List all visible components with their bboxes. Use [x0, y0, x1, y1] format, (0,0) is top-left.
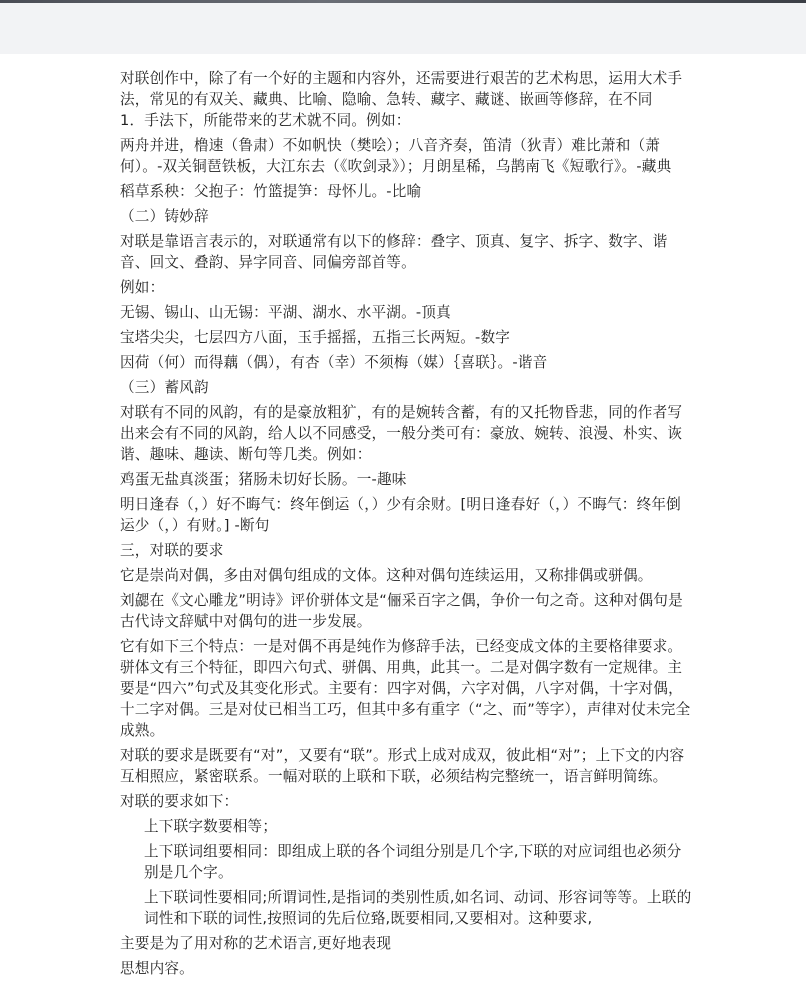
- paragraph: 对联是靠语言表示的，对联通常有以下的修辞：叠字、顶真、复字、拆字、数字、谐音、回文、叠韵、异字同音、同偏旁部首等。: [120, 233, 668, 271]
- document-body: [120, 68, 692, 983]
- paragraph: 例如：: [120, 279, 165, 296]
- paragraph: 思想内容。: [120, 960, 194, 977]
- paragraph: 鸡蛋无盐真淡蛋；猪肠未切好长肠。一-趣味: [120, 471, 407, 488]
- section-heading: 三，对联的要求: [120, 542, 224, 559]
- paragraph: 对联的要求如下：: [120, 793, 239, 810]
- paragraph: 对联有不同的风韵，有的是豪放粗犷，有的是婉转含蓄，有的又托物昏悲，同的作者写出来会有不同的风韵，给人以不同感受，一般分类可有：豪放、婉转、浪漫、朴实、诙谐、趣味、趣读、断句等几类。例如：: [120, 404, 683, 463]
- paragraph: 主要是为了用对称的艺术语言,更好地表现: [120, 935, 392, 952]
- list-item: 上下联字数要相等；: [144, 818, 278, 835]
- paragraph: 无锡、锡山、山无锡：平湖、湖水、水平湖。-顶真: [120, 304, 451, 321]
- paragraph: 宝塔尖尖，七层四方八面，玉手摇摇，五指三长两短。-数字: [120, 329, 511, 346]
- section-heading: （二）铸妙辞: [120, 208, 209, 225]
- paragraph: 明日逢春（，）好不晦气：终年倒运（，）少有余财。[明日逢春好（，）不晦气：终年倒运少（，）有财。] -断句: [120, 496, 681, 534]
- paragraph: 稻草系秧：父抱子：竹篮提笋：母怀儿。-比喻: [120, 183, 422, 200]
- list-item: 上下联词性要相同;所谓词性,是指词的类别性质,如名词、动词、形容词等等。上联的词性和下联的词性,按照词的先后位臵,既要相同,又要相对。这种要求,: [144, 889, 692, 927]
- paragraph: 1．手法下，所能带来的艺术就不同。例如：: [120, 112, 411, 129]
- paragraph: 刘勰在《文心雕龙”明诗》评价骈体文是“俪采百字之偶，争价一句之奇。这种对偶句是古代诗文辞赋中对偶句的进一步发展。: [120, 592, 683, 630]
- viewer-header-bar: [0, 3, 806, 54]
- paragraph: 两舟并进，橹速（鲁肃）不如帆快（樊哙）；八音齐奏，笛清（狄青）难比萧和（萧何）。-双关铜琶铁板，大江东去（《吹剑录》）；月朗星稀，乌鹊南飞《短歌行》。-藏典: [120, 137, 672, 175]
- paragraph: 因荷（何）而得藕（偶），有杏（幸）不须梅（媒）｛喜联｝。-谐音: [120, 354, 548, 371]
- paragraph: 它有如下三个特点：一是对偶不再是纯作为修辞手法，已经变成文体的主要格律要求。骈体文有三个特征，即四六句式、骈偶、用典，此其一。二是对偶字数有一定规律。主要是“四六”句式及其变化形式。主要有：四字对偶，六字对偶，八字对偶，十字对偶，十二字对偶。三是对仗已相当工巧，但其中多有重字（“之、而”等字），声律对仗未完全成熟。: [120, 638, 691, 739]
- list-item: 上下联词组要相同：即组成上联的各个词组分别是几个字,下联的对应词组也必须分别是几个字。: [144, 843, 682, 881]
- paragraph: 它是崇尚对偶，多由对偶句组成的文体。这种对偶句连续运用，又称排偶或骈偶。: [120, 567, 653, 584]
- paragraph: 对联的要求是既要有“对”，又要有“联”。形式上成对成双，彼此相“对”；上下文的内容互相照应，紧密联系。一幅对联的上联和下联，必须结构完整统一，语言鲜明简练。: [120, 747, 685, 785]
- section-heading: （三）蓄风韵: [120, 379, 209, 396]
- paragraph: 对联创作中，除了有一个好的主题和内容外，还需要进行艰苦的艺术构思，运用大术手法，常见的有双关、藏典、比喻、隐喻、急转、藏字、藏谜、嵌画等修辞，在不同: [120, 70, 683, 108]
